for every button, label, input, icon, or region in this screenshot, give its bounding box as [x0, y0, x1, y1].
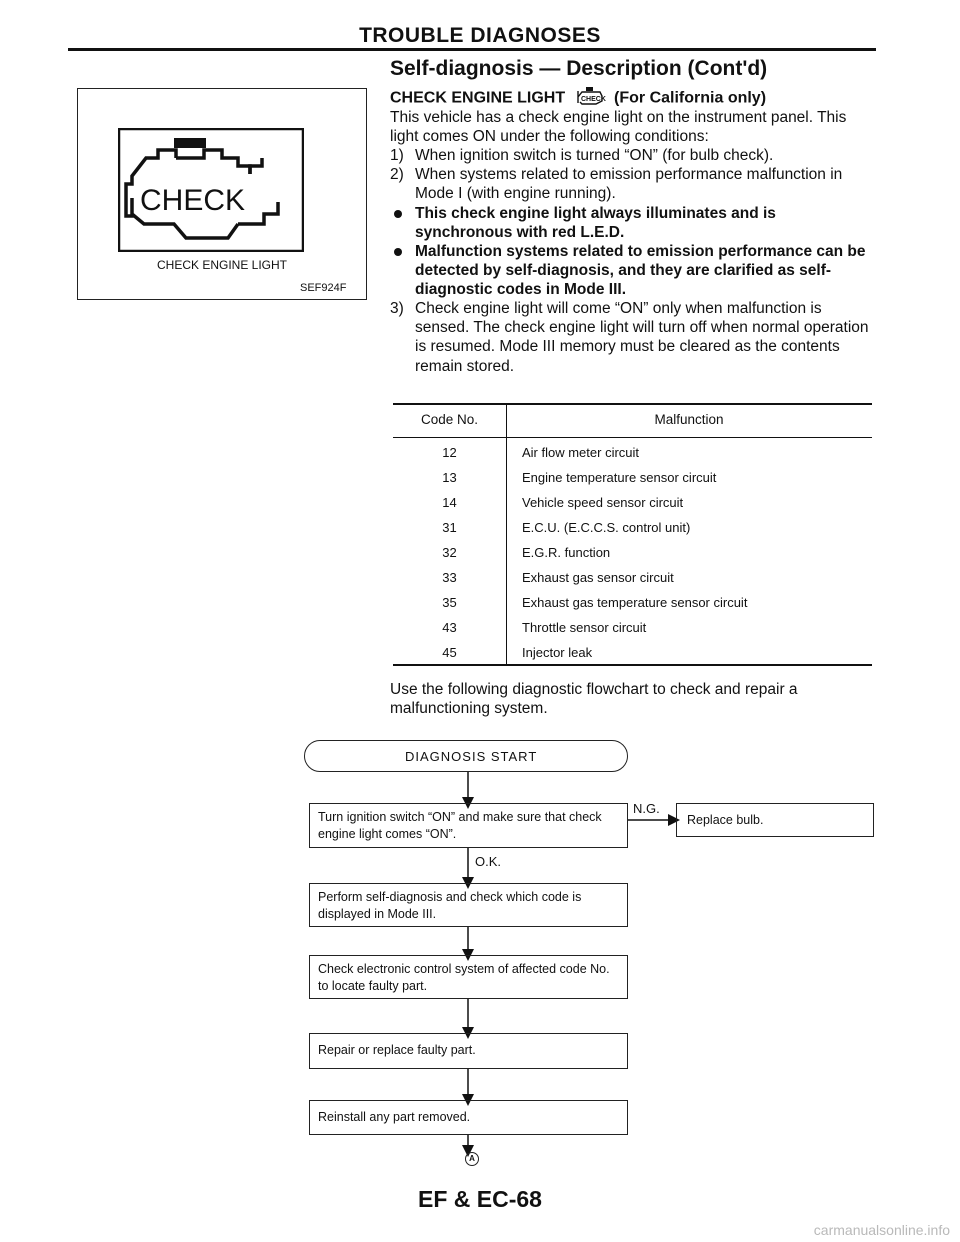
malfunction-cell: Exhaust gas temperature sensor circuit — [522, 595, 748, 610]
code-cell: 43 — [442, 620, 457, 635]
code-cell: 14 — [442, 495, 457, 510]
table-header-malfunction: Malfunction — [654, 412, 724, 427]
list-marker: 1) — [390, 147, 404, 164]
table-header-code: Code No. — [420, 412, 479, 427]
list-item-text: Check engine light will come “ON” only when malfunction is sensed. The check engine light will turn off when normal operation is resumed. Mode III memory must be cleared as the contents remain stored. — [415, 300, 869, 375]
flowchart-step-self-diagnosis: Perform self-diagnosis and check which code is displayed in Mode III. — [309, 883, 628, 927]
bullet-text: Malfunction systems related to emission performance can be detected by self-diagnosis, and they are clarified as self-diagnostic codes in Mode III. — [415, 243, 866, 299]
ng-label: N.G. — [633, 801, 660, 816]
code-cell: 31 — [442, 520, 457, 535]
subtitle-note: (For California only) — [614, 89, 767, 107]
page-header-title: TROUBLE DIAGNOSES — [359, 24, 601, 47]
list-marker: 2) — [390, 166, 404, 183]
bullet-text: This check engine light always illuminates and is synchronous with red L.E.D. — [415, 205, 776, 242]
section-title: Self-diagnosis — Description (Cont'd) — [390, 57, 768, 80]
flowchart-start — [304, 740, 628, 772]
code-cell: 32 — [442, 545, 457, 560]
flowchart-intro: Use the following diagnostic flowchart to check and repair a malfunctioning system. — [390, 681, 798, 718]
list-marker: 3) — [390, 300, 404, 317]
watermark: carmanualsonline.info — [813, 1222, 950, 1238]
malfunction-cell: Air flow meter circuit — [522, 445, 640, 460]
list-item-text: When ignition switch is turned “ON” (for bulb check). — [415, 147, 774, 164]
ok-label: O.K. — [475, 854, 502, 869]
code-cell: 45 — [442, 645, 457, 660]
malfunction-cell: E.C.U. (E.C.C.S. control unit) — [522, 520, 691, 535]
figure-reference: SEF924F — [300, 282, 347, 294]
mini-icon-text: CHECK — [580, 96, 606, 103]
malfunction-cell: Vehicle speed sensor circuit — [522, 495, 684, 510]
flowchart-step-reinstall: Reinstall any part removed. — [309, 1100, 628, 1135]
flowchart-step-repair: Repair or replace faulty part. — [309, 1033, 628, 1069]
intro-paragraph: This vehicle has a check engine light on the instrument panel. This light comes ON under the following conditions: — [390, 109, 847, 146]
flowchart-step-replace-bulb: Replace bulb. — [676, 803, 874, 837]
page-number: EF & EC-68 — [418, 1186, 542, 1212]
code-cell: 13 — [442, 470, 457, 485]
malfunction-cell: Throttle sensor circuit — [522, 620, 647, 635]
list-item-text: When systems related to emission performance malfunction in Mode I (with engine running). — [415, 166, 843, 203]
flowchart-step-check-system: Check electronic control system of affected code No. to locate faulty part. — [309, 955, 628, 999]
malfunction-cell: Injector leak — [522, 645, 593, 660]
continuation-mark: A — [465, 1152, 479, 1166]
malfunction-cell: Exhaust gas sensor circuit — [522, 570, 674, 585]
malfunction-cell: E.G.R. function — [522, 545, 611, 560]
code-cell: 33 — [442, 570, 457, 585]
code-cell: 35 — [442, 595, 457, 610]
icon-text: CHECK — [140, 184, 246, 217]
flowchart-step-ignition: Turn ignition switch “ON” and make sure that check engine light comes “ON”. — [309, 803, 628, 848]
subtitle-text: CHECK ENGINE LIGHT — [390, 89, 566, 107]
figure-caption: CHECK ENGINE LIGHT — [156, 258, 288, 272]
start-label: DIAGNOSIS START — [405, 749, 538, 764]
code-cell: 12 — [442, 445, 457, 460]
malfunction-cell: Engine temperature sensor circuit — [522, 470, 717, 485]
